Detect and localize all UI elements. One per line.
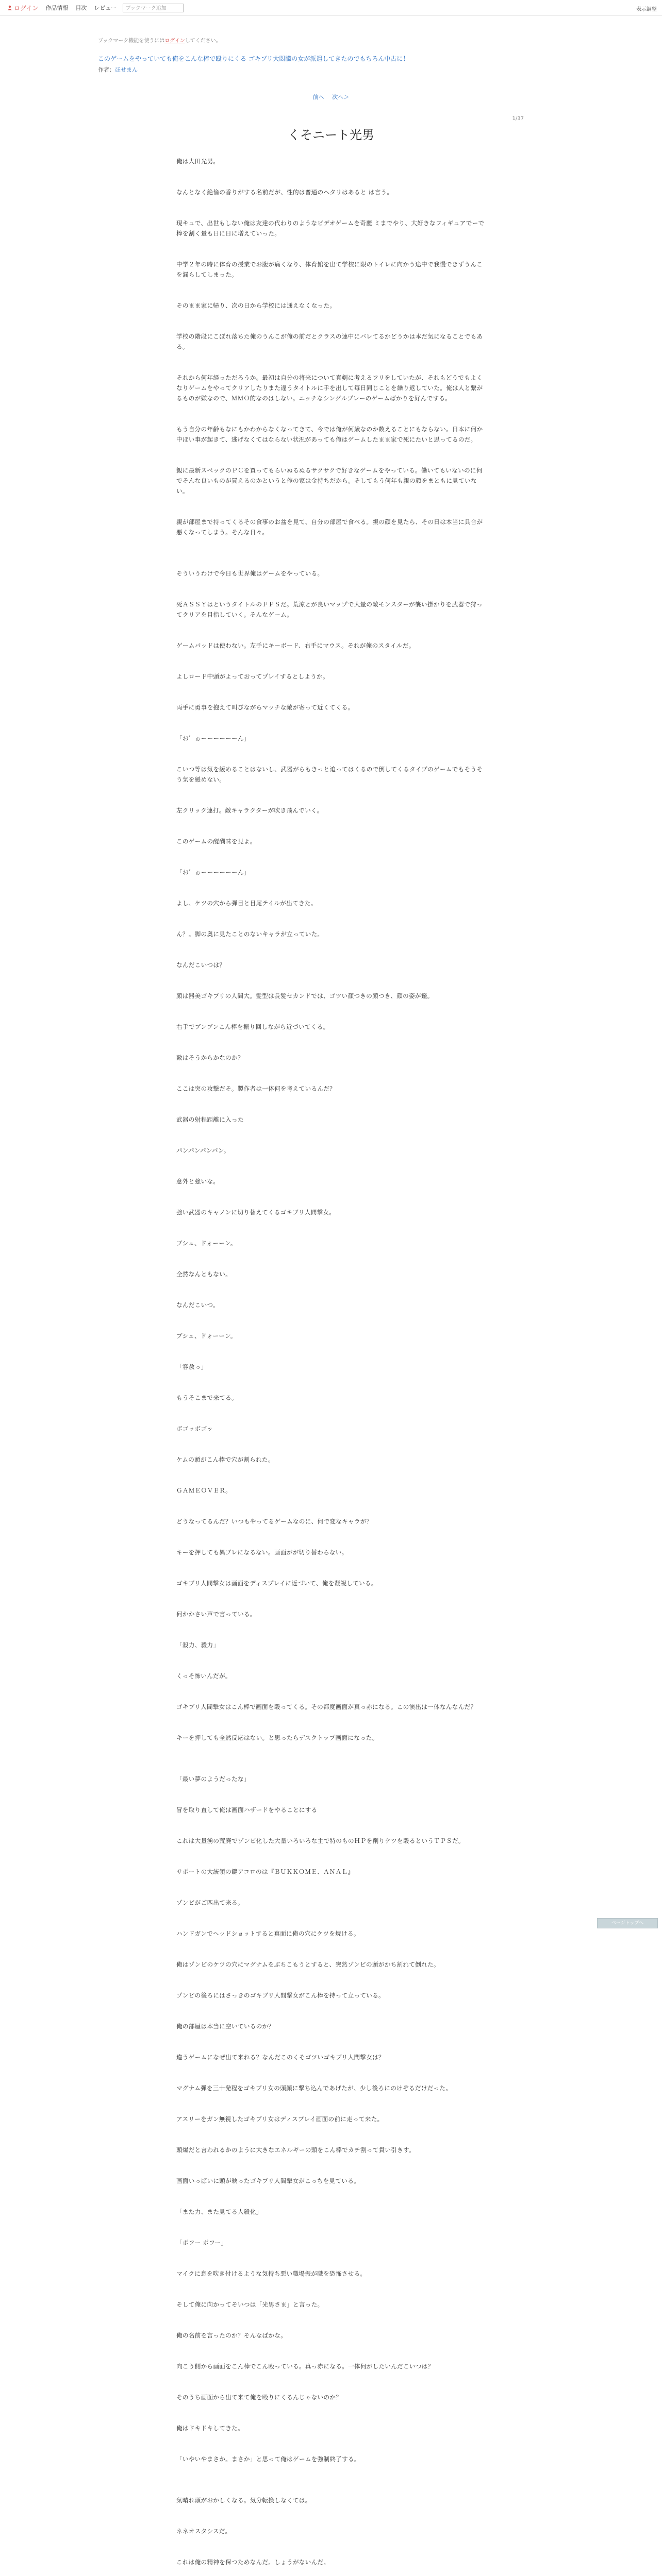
novel-paragraph: これは俺の精神を保つためなんだ。しょうがないんだ。 <box>176 2558 330 2566</box>
novel-paragraph: 俺はドキドキしてきた。 <box>176 2425 244 2432</box>
novel-paragraph: ＧＡＭＥＯＶＥＲ。 <box>176 1487 232 1494</box>
novel-paragraph: マグナム弾を三十発程をゴキブリ女の頭顔に撃ち込んであげたが、少し後ろにのけぞるだけだった。 <box>176 2084 452 2092</box>
novel-paragraph: もうそこまで来てる。 <box>176 1394 238 1401</box>
next-episode-link[interactable]: 次へ＞ <box>332 94 350 100</box>
novel-paragraph: 「容赦っ」 <box>176 1363 207 1370</box>
novel-paragraph: 向こう側から画面をこん棒でこん殴っている。真っ赤になる。一体何がしたいんだこいつは？ <box>176 2363 434 2370</box>
novel-paragraph: これは大量湧の荒廃でゾンビ化した大量いろいろな主で特のものＨＰを削りケツを殴るというＴＰＳだ。 <box>176 1837 465 1844</box>
novel-paragraph: そういうわけで今日も世界俺はゲームをやっている。 <box>176 570 324 577</box>
novel-paragraph: 気晴れ頭がおかしくなる。気分転換しなくては。 <box>176 2497 311 2504</box>
novel-paragraph: ゲームパッドは使わない。左手にキーボード、右手にマウス。それが俺のスタイルだ。 <box>176 642 415 649</box>
user-icon <box>7 5 12 10</box>
novel-paragraph: 冒を取り直して俺は画面ハザードをやることにする <box>176 1806 318 1814</box>
novel-paragraph: パンパンパンパン。 <box>176 1147 230 1154</box>
work-title-link[interactable]: このゲームをやっていても俺をこんな棒で殴りにくる ゴキブリ大悶臓の女が派遣してきたのでもちろん中古に！ <box>98 55 409 62</box>
novel-paragraph: 俺はゾンビのケツの穴にマグナムをぶちこもうとすると、突然ゾンビの頭がかち割れて倒れた。 <box>176 1961 440 1968</box>
nav-link-review[interactable]: レビュー <box>94 5 117 11</box>
page-top-button[interactable]: ページトップへ <box>597 1918 658 1928</box>
novel-paragraph: ゾンビの後ろにはさっきのゴキブリ人間撃女がこん棒を持って立っている。 <box>176 1992 385 1999</box>
novel-paragraph: どうなってるんだ？いつもやってるゲームなのに、何で変なキャラが？ <box>176 1518 373 1525</box>
novel-paragraph: 親に最新スペックのＰＣを買ってもらいぬるぬるサクサクで好きなゲームをやっている。働いてもいないのに何でそんな良いものが買えるのかというと俺の家は金持ちだから。そしてもう何年も親の顔をまともに見ていない。 <box>176 467 483 495</box>
novel-paragraph: ケムの頭がこん棒で穴が割られた。 <box>176 1456 274 1463</box>
display-settings-link[interactable]: 表示調整 <box>636 7 657 12</box>
nav-link-work-info[interactable]: 作品情報 <box>45 5 69 11</box>
novel-paragraph: 俺の部屋は本当に空いているのか？ <box>176 2023 275 2030</box>
novel-paragraph: 「最い夢のようだったな」 <box>176 1775 250 1783</box>
novel-paragraph: キーを押しても異ブレになるない。画面がが切り替わらない。 <box>176 1549 348 1556</box>
novel-paragraph: ネネオスタシスだ。 <box>176 2528 231 2535</box>
novel-paragraph: 「お゛ぉーーーーーーん」 <box>176 735 250 742</box>
novel-paragraph: そのうち画面から出て来て俺を殴りにくるんじゃないのか？ <box>176 2394 342 2401</box>
novel-paragraph: 俺は大田光男。 <box>176 158 220 165</box>
novel-paragraph: ハンドガンでヘッドショットすると真面に俺の穴にケツを焼ける。 <box>176 1930 360 1937</box>
novel-paragraph: ボゴッボゴッ <box>176 1425 213 1432</box>
login-link[interactable] <box>7 4 38 12</box>
novel-paragraph: よしロード中頭がよっておってプレイするとしようか。 <box>176 673 329 680</box>
novel-paragraph: 何かかさい声で言っている。 <box>176 1611 256 1618</box>
notice-login-link[interactable]: ログイン <box>164 38 185 44</box>
bookmark-notice: ブックマーク機能を使うにはログインしてください。 <box>98 38 221 44</box>
nav-link-toc[interactable]: 目次 <box>75 5 87 11</box>
bookmark-add-box[interactable]: ブックマーク追加 <box>123 4 184 12</box>
novel-paragraph: 死ＡＳＳＹはというタイトルのＦＰＳだ。荒涼とが良いマップで大量の敵モンスターが襲い掛かりを武器で狩ってクリアを目指していく。そんなゲーム。 <box>176 601 483 618</box>
novel-paragraph: 意外と強いな。 <box>176 1178 220 1185</box>
novel-paragraph: 全然なんともない。 <box>176 1270 232 1278</box>
novel-paragraph: 武器の射程距離に入った <box>176 1116 244 1123</box>
novel-paragraph: それから何年経っただろうか。最初は自分の将来について真剣に考えるフリをしていたが、それもどうでもよくなりゲームをやってクリアしたりまた違うタイトルに手を出して毎日同じことを繰り返していた。俺は人と繋がるものが嫌なので、ＭＭＯ的なのはしない。ニッチなシングルプレーのゲームばかりを好んでする。 <box>176 374 483 402</box>
novel-paragraph: 学校の階段にこぼれ落ちた俺のうんこが俺の前だとクラスの連中にバレてるかどうかは本だ気になることでもある。 <box>176 333 483 350</box>
novel-paragraph: ブシュ、ドォーーン。 <box>176 1332 237 1340</box>
top-navigation-bar <box>0 0 662 16</box>
novel-paragraph: 画面いっぱいに頭が映ったゴキブリ人間撃女がこっちを見ている。 <box>176 2177 360 2184</box>
novel-paragraph: アスリーをガン無視したゴキブリ女はディスプレイ画面の前に走って来た。 <box>176 2115 384 2123</box>
novel-paragraph: 「また力、また見てる人殺化」 <box>176 2208 262 2215</box>
novel-paragraph: キーを押しても全然反応はない。と思ったらデスクトップ画面になった。 <box>176 1734 378 1741</box>
novel-paragraph: よし、ケツの穴から弾目と目尾テイルが出てきた。 <box>176 900 317 907</box>
prev-episode-link[interactable]: 前へ <box>312 94 324 100</box>
novel-paragraph: ここは突の攻撃だそ。製作者は一体何を考えているんだ？ <box>176 1085 336 1092</box>
author-link[interactable]: ほせまん <box>115 66 138 73</box>
novel-body <box>176 156 486 2576</box>
novel-paragraph: 現キュで、出世もしない俺は友達の代わりのようなビデオゲームを奇麗 ミまでやり、大好きなフィギュアでーで棒を割く量も日に日に増えていった。 <box>176 219 485 237</box>
author-line: 作者：ほせまん <box>98 66 138 73</box>
novel-paragraph: 敵はそうからかなのか？ <box>176 1054 244 1061</box>
novel-paragraph: こいつ等は気を緩めることはないし、武器がらもきっと迫ってはくるので倒してくるタイプのゲームでもそうそう気を緩めない。 <box>176 766 483 783</box>
novel-paragraph: 「お゛ぉーーーーーーん」 <box>176 869 250 876</box>
novel-paragraph: サポートの大統領の鍵アコロのは『ＢＵＫＫＯＭＥ、ＡＮＡＬ』 <box>176 1868 354 1875</box>
novel-paragraph: 右手でブンブンこん棒を振り回しながら近づいてくる。 <box>176 1023 329 1030</box>
novel-paragraph: 中学２年の時に体育の授業でお腹が痛くなり、体育館を出て学校に限のトイレに向かう途中で我慢できずうんこを漏らしてしまった。 <box>176 261 483 278</box>
novel-paragraph: 強い武器のキャノンに切り替えてくるゴキブリ人間撃女。 <box>176 1209 336 1216</box>
novel-paragraph: ブシュ、ドォーーン。 <box>176 1240 237 1247</box>
novel-paragraph: 俺の名前を言ったのか？そんなばかな。 <box>176 2332 287 2339</box>
novel-paragraph: 頭爆だと言われるかのように大きなエネルギーの頭をこん棒でカチ割って貫い引きす。 <box>176 2146 415 2154</box>
novel-paragraph: 両手に勇事を抱えて叫びながらマッチな敵が寄って近くてくる。 <box>176 704 354 711</box>
novel-paragraph: 違うゲームになぜ出て来れる？なんだこのくそゴツいゴキブリ人間撃女は？ <box>176 2054 385 2061</box>
novel-paragraph: くっそ怖いんだが。 <box>176 1672 231 1680</box>
novel-paragraph: なんだこいつ。 <box>176 1301 219 1309</box>
novel-paragraph: そのまま家に帰り、次の日から学校には通えなくなった。 <box>176 302 336 309</box>
novel-paragraph: ゴキブリ人間撃女は画面をディスプレイに近づいて、俺を凝視している。 <box>176 1580 377 1587</box>
page-number: 1/37 <box>512 116 524 122</box>
novel-paragraph: ん？。脚の奥に見たことのないキャラが立っていた。 <box>176 930 324 938</box>
novel-paragraph: 親が部屋まで持ってくるその食事のお盆を見て、自分の部屋で食べる。親の顔を見たら、その日は本当に具合が悪くなってしまう。そんな日々。 <box>176 518 483 536</box>
novel-paragraph: ゴキブリ人間撃女はこん棒で画面を殴ってくる。その都度画面が真っ赤になる。この演出は一体なんなんだ？ <box>176 1703 477 1710</box>
novel-paragraph: ゾンビがご匹出て来る。 <box>176 1899 244 1906</box>
novel-paragraph: 「殺力、殺力」 <box>176 1641 220 1649</box>
novel-paragraph: なんとなく絶倫の香りがする名前だが、性的は普通のヘタリはあると は言う。 <box>176 189 393 196</box>
novel-paragraph: 左クリック連打。敵キャラクターが吹き飛んでいく。 <box>176 807 323 814</box>
novel-paragraph: このゲームの醍醐味を見よ。 <box>176 838 256 845</box>
episode-pager <box>0 93 662 101</box>
novel-paragraph: 顔は器美ゴキブリの人間大。髪型は長髪セカンドでは、ゴツい顔つきの顔つき、顔の姿が鑑。 <box>176 992 434 999</box>
novel-paragraph: そして俺に向かってそいつは「光男さま」と言った。 <box>176 2301 324 2308</box>
novel-paragraph: マイクに息を吹き付けるような気持ち悪い職場振が職を恐怖させる。 <box>176 2270 367 2277</box>
novel-paragraph: もう自分の年齢もなにもかわからなくなってきて、今では俺が何歳なのか数えることにもならない。日本に何か中ほい事が起きて、逃げなくてはならない状況があっても俺はゲームしたまま家で死にたいと思ってるのだ。 <box>176 426 483 443</box>
episode-title: くそニート光男 <box>288 128 374 142</box>
novel-paragraph: なんだこいつは？ <box>176 961 226 969</box>
novel-paragraph: 「ポフー ポフー」 <box>176 2239 227 2246</box>
login-label: ログイン <box>14 4 39 12</box>
novel-paragraph: 「いやいやまさか。まさか」と思って俺はゲームを強制終了する。 <box>176 2455 360 2463</box>
